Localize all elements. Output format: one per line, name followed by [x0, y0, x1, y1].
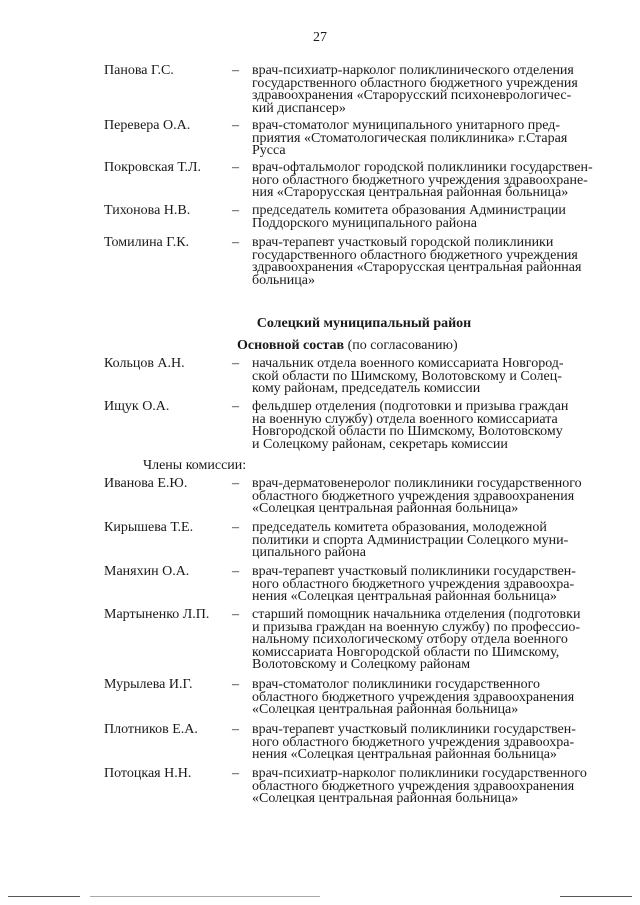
member-name: Мартыненко Л.П.: [104, 607, 210, 622]
position-line: нальному психологическому отбору отдела военного: [252, 632, 568, 647]
member-position: [252, 65, 612, 115]
footer-rule-left: [8, 896, 80, 897]
entry-dash: –: [232, 356, 239, 371]
entry-dash: –: [232, 476, 239, 491]
composition-note: (по согласованию): [347, 338, 458, 353]
member-name: Покровская Т.Л.: [104, 160, 202, 175]
position-line: государственного областного бюджетного учреждения: [252, 75, 578, 91]
member-position: [252, 120, 612, 158]
position-line: врач-стоматолог поликлиники государственного: [252, 677, 540, 692]
member-name: Кирышева Т.Е.: [104, 520, 194, 535]
position-line: «Солецкая центральная районная больница»: [252, 501, 519, 516]
position-line: нения «Солецкая центральная районная больница»: [252, 747, 557, 762]
position-line: кому районам, председатель комиссии: [252, 381, 481, 396]
position-line: врач-психиатр-нарколог поликлиники государственного: [252, 766, 587, 781]
position-line: политики и спорта Администрации Солецкого муни-: [252, 532, 569, 548]
position-line: врач-психиатр-нарколог поликлинического отделения: [252, 63, 574, 78]
position-line: Русса: [252, 143, 286, 158]
position-line: ния «Старорусская центральная районная больница»: [252, 185, 569, 200]
position-line: председатель комитета образования Администрации: [252, 203, 566, 218]
position-line: Поддорского муниципального района: [252, 215, 477, 231]
position-line: кий диспансер»: [252, 100, 346, 116]
entry-dash: –: [232, 118, 239, 133]
position-line: врач-терапевт участковый поликлиники государствен-: [252, 564, 576, 579]
entry-dash: –: [232, 399, 239, 414]
position-line: председатель комитета образования, молодежной: [252, 520, 547, 535]
position-line: комиссариата Новгородской области по Шимскому,: [252, 644, 560, 660]
position-line: ской области по Шимскому, Волотовскому и Солец-: [252, 368, 562, 384]
member-name: Маняхин О.А.: [104, 564, 190, 579]
member-position: [252, 724, 612, 762]
position-line: и призыва граждан на военную службу) по профессио-: [252, 619, 581, 635]
member-name: Перевера О.А.: [104, 118, 191, 133]
position-line: врач-терапевт участковый городской поликлиники: [252, 235, 554, 250]
position-line: нения «Солецкая центральная районная больница»: [252, 589, 557, 604]
entry-dash: –: [232, 203, 239, 218]
members-label: Члены комиссии:: [143, 458, 247, 473]
entry-dash: –: [232, 235, 239, 250]
member-name: Ищук О.А.: [104, 399, 170, 414]
member-name: Плотников Е.А.: [104, 722, 198, 737]
footer-rule-right: [560, 896, 632, 897]
position-line: ного областного бюджетного учреждения здравоохране-: [252, 172, 588, 188]
member-position: [252, 522, 612, 560]
position-line: больница»: [252, 272, 315, 288]
member-position: [252, 768, 612, 806]
member-position: [252, 609, 612, 672]
district-title: Солецкий муниципальный район: [256, 316, 472, 331]
entry-dash: –: [232, 520, 239, 535]
member-position: [252, 566, 612, 604]
position-line: приятия «Стоматологическая поликлиника» г.Старая: [252, 130, 568, 146]
entry-dash: –: [232, 677, 239, 692]
position-line: государственного областного бюджетного учреждения: [252, 247, 578, 263]
member-position: [252, 358, 612, 396]
position-line: «Солецкая центральная районная больница»: [252, 702, 519, 717]
composition-label: Основной состав: [237, 338, 345, 353]
position-line: областного бюджетного учреждения здравоохранения: [252, 778, 575, 794]
entry-dash: –: [232, 722, 239, 737]
position-line: областного бюджетного учреждения здравоохранения: [252, 689, 575, 705]
member-name: Панова Г.С.: [104, 63, 174, 78]
position-line: и Солецкому районам, секретарь комиссии: [252, 436, 508, 452]
member-position: [252, 205, 612, 230]
position-line: начальник отдела военного комиссариата Новгород-: [252, 356, 564, 371]
member-name: Кольцов А.Н.: [104, 356, 185, 371]
position-line: на военную службу) отдела военного комиссариата: [252, 411, 558, 427]
position-line: врач-офтальмолог городской поликлиники государствен-: [252, 160, 593, 175]
position-line: ного областного бюджетного учреждения здравоохра-: [252, 734, 575, 750]
entry-dash: –: [232, 160, 239, 175]
position-line: врач-стоматолог муниципального унитарного пред-: [252, 118, 561, 133]
member-name: Мурылева И.Г.: [104, 677, 193, 692]
position-line: ципального района: [252, 545, 366, 560]
member-position: [252, 162, 612, 200]
position-line: Новгородской области по Шимскому, Волотовскому: [252, 424, 563, 439]
member-position: [252, 478, 612, 516]
member-position: [252, 679, 612, 717]
member-name: Тихонова Н.В.: [104, 203, 191, 218]
position-line: Волотовскому и Солецкому районам: [252, 657, 471, 672]
page-number: 27: [313, 30, 327, 45]
member-position: [252, 401, 612, 451]
entry-dash: –: [232, 564, 239, 579]
position-line: фельдшер отделения (подготовки и призыва граждан: [252, 399, 569, 414]
position-line: врач-дерматовенеролог поликлиники государственного: [252, 476, 582, 491]
entry-dash: –: [232, 63, 239, 78]
position-line: здравоохранения «Старорусский психоневрологичес-: [252, 88, 572, 103]
member-name: Потоцкая Н.Н.: [104, 766, 192, 781]
entry-dash: –: [232, 766, 239, 781]
entry-dash: –: [232, 607, 239, 622]
position-line: врач-терапевт участковый поликлиники государствен-: [252, 722, 576, 737]
position-line: старший помощник начальника отделения (подготовки: [252, 607, 581, 622]
position-line: «Солецкая центральная районная больница»: [252, 791, 519, 806]
member-name: Иванова Е.Ю.: [104, 476, 188, 491]
position-line: ного областного бюджетного учреждения здравоохра-: [252, 576, 575, 592]
footer-rule-middle: [90, 896, 320, 897]
position-line: здравоохранения «Старорусская центральная районная: [252, 260, 582, 275]
composition-heading: [237, 338, 637, 354]
position-line: областного бюджетного учреждения здравоохранения: [252, 488, 575, 504]
member-position: [252, 237, 612, 287]
member-name: Томилина Г.К.: [104, 235, 190, 250]
